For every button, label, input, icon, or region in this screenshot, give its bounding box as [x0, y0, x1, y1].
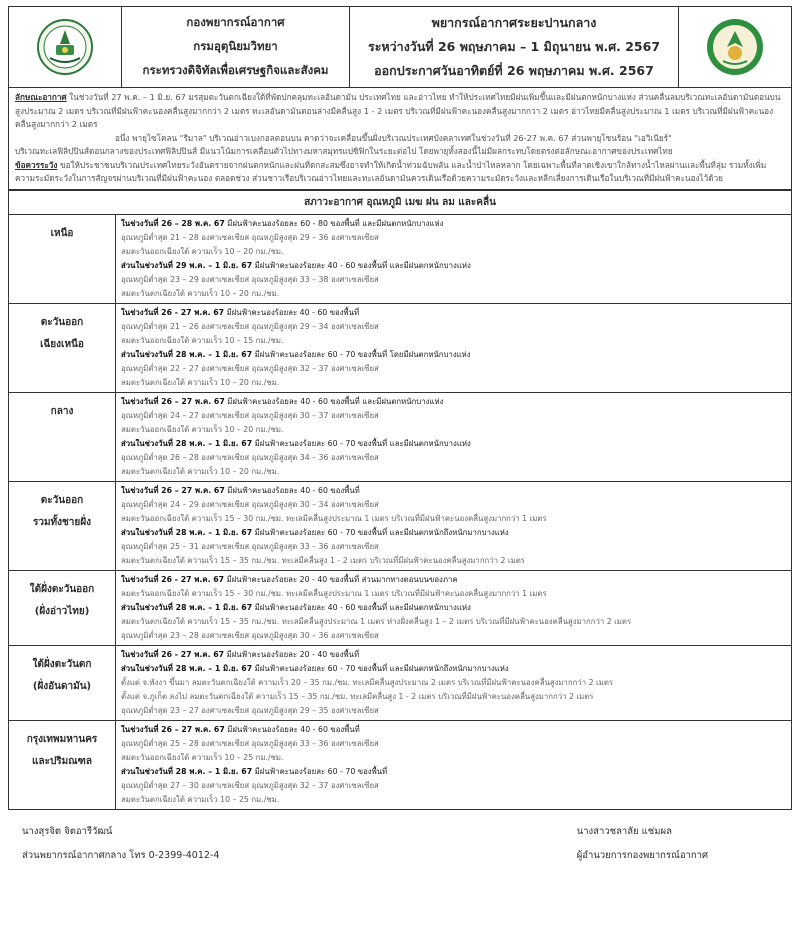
forecast-text: มีฝนฟ้าคะนองร้อยละ 40 - 60 ของพื้นที่: [224, 485, 360, 495]
forecast-period-label: ในช่วงวันที่ 26 – 27 พ.ค. 67: [121, 396, 225, 406]
region-name: [9, 392, 116, 481]
region-name: [9, 214, 116, 303]
forecast-period-label: ส่วนในช่วงวันที่ 28 พ.ค. – 1 มิ.ย. 67: [121, 602, 253, 612]
region-forecast: [116, 392, 792, 481]
forecast-document: [8, 6, 792, 868]
table-row: [9, 392, 792, 481]
intro-text-2: อนึ่ง พายุไซโคลน "รีมาล" บริเวณอ่าวเบงกอลตอนบน คาดว่าจะเคลื่อนขึ้นฝั่งบริเวณประเทศบังคลาเทศในช่วงวันที่ 26-27 พ.ค. 67 ส่วนพายุโซนร้อน "เอวิเนียร์": [115, 132, 672, 143]
forecast-line: [121, 779, 786, 793]
forecast-line: [121, 676, 786, 690]
forecast-text: อุณหภูมิต่ำสุด 27 – 30 องศาเซลเซียส อุณหภูมิสูงสุด 32 – 37 องศาเซลเซียส: [121, 780, 379, 790]
forecast-line: [121, 376, 786, 390]
signer-name: นางสาวชลาลัย แช่มผล: [576, 825, 672, 837]
forecast-line: [121, 629, 786, 643]
forecast-text: มีฝนฟ้าคะนองร้อยละ 60 - 70 ของพื้นที่ และมีฝนตกหนักบางแห่ง: [252, 438, 471, 448]
region-name-line-1: ตะวันออก: [40, 494, 84, 506]
forecast-line: [121, 409, 786, 423]
forecast-line: [121, 320, 786, 334]
forecast-text: อุณหภูมิต่ำสุด 25 – 31 องศาเซลเซียส อุณหภูมิสูงสุด 33 – 36 องศาเซลเซียส: [121, 541, 379, 551]
forecast-line: [121, 587, 786, 601]
forecast-line: [121, 362, 786, 376]
region-name-line-1: กรุงเทพมหานคร: [26, 733, 98, 745]
region-forecast: [116, 570, 792, 645]
forecast-text: ลมตะวันตกเฉียงใต้ ความเร็ว 15 – 35 กม./ชม. ทะเลมีคลื่นสูง 1 - 2 เมตร บริเวณที่มีฝนฟ้าคะนองคลื่นสูงมากกว่า 2 เมตร: [121, 555, 525, 565]
intro-text-1: ในช่วงวันที่ 27 พ.ค. – 1 มิ.ย. 67 มรสุมตะวันตกเฉียงใต้ที่พัดปกคลุมทะเลอันดามัน ประเทศไทย และอ่าวไทย ทำให้ประเทศไทยมีฝนเพิ่มขึ้นและมีฝนตกหนักบางแห่ง ส่วนคลื่นลมบริเวณทะเลอันดามันตอนบนสูงประมาณ 2 เมตร บริเวณที่มีฝนฟ้าคะนองคลื่นสูงมากกว่า 2 เมตร ทะเลอันดามันตอนล่างมีคลื่นสูง 1 - 2 เมตร บริเวณที่มีฝนฟ้าคะนองคลื่นสูงมากกว่า 2 เมตร อ่าวไทยมีคลื่นสูงประมาณ 1 เมตร บริเวณที่มีฝนฟ้าคะนองคลื่นสูงมากกว่า 2 เมตร: [15, 92, 781, 129]
forecast-line: [121, 217, 786, 231]
region-name-line-1: เหนือ: [50, 227, 74, 239]
forecast-text: ลมตะวันออกเฉียงใต้ ความเร็ว 10 – 20 กม./ชม.: [121, 246, 284, 256]
forecast-text: มีฝนฟ้าคะนองร้อยละ 40 - 60 ของพื้นที่ และมีฝนตกหนักบางแห่ง: [252, 602, 471, 612]
forecast-period-label: ในช่วงวันที่ 26 - 27 พ.ค. 67: [121, 307, 225, 317]
region-name: [9, 645, 116, 720]
forecast-period-label: ส่วนในช่วงวันที่ 28 พ.ค. – 1 มิ.ย. 67: [121, 349, 253, 359]
header: [8, 6, 792, 88]
forecast-line: [121, 601, 786, 615]
region-name: [9, 481, 116, 570]
region-name-line-2: (ฝั่งอ่าวไทย): [34, 605, 90, 617]
forecast-line: [121, 231, 786, 245]
forecast-table: [8, 190, 792, 810]
region-forecast: [116, 720, 792, 809]
forecast-text: อุณหภูมิต่ำสุด 25 – 28 องศาเซลเซียส อุณหภูมิสูงสุด 33 – 36 องศาเซลเซียส: [121, 738, 379, 748]
title-block: [350, 7, 678, 87]
intro-line-1: [15, 91, 785, 132]
region-name-line-1: ใต้ฝั่งตะวันออก: [29, 583, 95, 595]
forecast-text: อุณหภูมิต่ำสุด 23 – 29 องศาเซลเซียส อุณหภูมิสูงสุด 33 – 38 องศาเซลเซียส: [121, 274, 379, 284]
forecast-text: ตั้งแต่ จ.ภูเก็ต ลงไป ลมตะวันตกเฉียงใต้ ความเร็ว 15 – 35 กม./ชม. ทะเลมีคลื่นสูง 1 - 2 เมตร บริเวณที่มีฝนฟ้าคะนองคลื่นสูงมากกว่า 2 เมตร: [121, 691, 594, 701]
forecast-line: [121, 437, 786, 451]
forecast-text: มีฝนฟ้าคะนองร้อยละ 60 - 70 ของพื้นที่ และมีฝนตกหนักถึงหนักมากบางแห่ง: [252, 663, 509, 673]
forecast-period-label: ในช่วงวันที่ 26 – 28 พ.ค. 67: [121, 218, 225, 228]
forecast-text: ลมตะวันตกเฉียงใต้ ความเร็ว 10 – 20 กม./ชม.: [121, 288, 280, 298]
forecast-line: [121, 395, 786, 409]
forecast-text: ลมตะวันตกเฉียงใต้ ความเร็ว 10 – 20 กม./ชม.: [121, 466, 280, 476]
footer: [8, 810, 792, 868]
forecast-line: [121, 451, 786, 465]
table-row: [9, 481, 792, 570]
forecast-text: มีฝนฟ้าคะนองร้อยละ 40 - 60 ของพื้นที่ และมีฝนตกหนักบางแห่ง: [252, 260, 471, 270]
region-name-line-2: (ฝั่งอันดามัน): [32, 680, 92, 692]
region-name: [9, 720, 116, 809]
region-name-line-2: และปริมณฑล: [32, 755, 92, 767]
contact-info: ส่วนพยากรณ์อากาศกลาง โทร 0-2399-4012-4: [22, 849, 220, 861]
forecast-text: ลมตะวันออกเฉียงใต้ ความเร็ว 10 – 20 กม./ชม.: [121, 424, 284, 434]
forecast-line: [121, 526, 786, 540]
forecast-period-label: ในช่วงวันที่ 26 - 27 พ.ค. 67: [121, 574, 225, 584]
forecast-period-label: ส่วนในช่วงวันที่ 28 พ.ค. – 1 มิ.ย. 67: [121, 766, 253, 776]
forecast-text: ลมตะวันตกเฉียงใต้ ความเร็ว 10 – 20 กม./ชม.: [121, 377, 280, 387]
forecast-line: [121, 704, 786, 718]
forecast-text: มีฝนฟ้าคะนองร้อยละ 40 - 60 ของพื้นที่ และมีฝนตกหนักบางแห่ง: [224, 396, 444, 406]
region-name-line-2: รวมทั้งชายฝั่ง: [32, 516, 92, 528]
table-row: [9, 303, 792, 392]
forecast-text: มีฝนฟ้าคะนองร้อยละ 60 - 80 ของพื้นที่ และมีฝนตกหนักบางแห่ง: [224, 218, 444, 228]
forecast-line: [121, 465, 786, 479]
forecast-text: ลมตะวันตกเฉียงใต้ ความเร็ว 10 – 25 กม./ชม.: [121, 794, 280, 804]
intro-line-2: [15, 132, 785, 146]
forecast-text: อุณหภูมิต่ำสุด 23 – 27 องศาเซลเซียส อุณหภูมิสูงสุด 29 – 35 องศาเซลเซียส: [121, 705, 379, 715]
region-name: [9, 570, 116, 645]
tmd-emblem-icon: [36, 18, 94, 76]
forecast-line: [121, 348, 786, 362]
forecast-line: [121, 690, 786, 704]
forecast-text: มีฝนฟ้าคะนองร้อยละ 60 - 70 ของพื้นที่: [252, 766, 388, 776]
forecast-text: มีฝนฟ้าคะนองร้อยละ 40 - 60 ของพื้นที่: [224, 307, 360, 317]
region-forecast: [116, 214, 792, 303]
intro-line-3: [15, 145, 785, 159]
forecast-text: ลมตะวันออกเฉียงใต้ ความเร็ว 15 – 30 กม./ชม. ทะเลมีคลื่นสูงประมาณ 1 เมตร บริเวณที่มีฝนฟ้าคะนองคลื่นสูงมากกว่า 1 เมตร: [121, 588, 547, 598]
forecast-text: มีฝนฟ้าคะนองร้อยละ 60 - 70 ของพื้นที่ โดยมีฝนตกหนักบางแห่ง: [252, 349, 471, 359]
forecast-text: อุณหภูมิต่ำสุด 22 – 27 องศาเซลเซียส อุณหภูมิสูงสุด 32 – 37 องศาเซลเซียส: [121, 363, 379, 373]
tmd-logo-right: [678, 7, 791, 87]
forecast-text: อุณหภูมิต่ำสุด 21 – 28 องศาเซลเซียส อุณหภูมิสูงสุด 29 – 36 องศาเซลเซียส: [121, 232, 379, 242]
region-name-line-1: ตะวันออก: [40, 316, 84, 328]
forecast-text: อุณหภูมิต่ำสุด 24 – 27 องศาเซลเซียส อุณหภูมิสูงสุด 30 – 37 องศาเซลเซียส: [121, 410, 379, 420]
forecast-line: [121, 498, 786, 512]
forecast-text: ตั้งแต่ จ.พังงา ขึ้นมา ลมตะวันตกเฉียงใต้ ความเร็ว 20 – 35 กม./ชม. ทะเลมีคลื่นสูงประมาณ 2 เมตร บริเวณที่มีฝนฟ้าคะนองคลื่นสูงมากกว่า 2 เมตร: [121, 677, 614, 687]
forecast-text: มีฝนฟ้าคะนองร้อยละ 20 - 40 ของพื้นที่: [224, 649, 360, 659]
agency-block: [122, 7, 350, 87]
forecast-line: [121, 512, 786, 526]
tmd-seal-icon: [705, 17, 765, 77]
forecast-period-label: ในช่วงวันที่ 26 – 27 พ.ค. 67: [121, 485, 225, 495]
forecast-text: ลมตะวันออกเฉียงใต้ ความเร็ว 15 – 30 กม./ชม. ทะเลมีคลื่นสูงประมาณ 1 เมตร บริเวณที่มีฝนฟ้าคะนองคลื่นสูงมากกว่า 1 เมตร: [121, 513, 547, 523]
forecast-line: [121, 484, 786, 498]
forecast-line: [121, 287, 786, 301]
author-name: นางสุรจิต จิตอารีวัฒน์: [22, 825, 113, 837]
forecast-line: [121, 615, 786, 629]
forecast-period-label: ในช่วงวันที่ 26 - 27 พ.ค. 67: [121, 649, 225, 659]
forecast-line: [121, 573, 786, 587]
forecast-line: [121, 259, 786, 273]
forecast-line: [121, 765, 786, 779]
forecast-line: [121, 273, 786, 287]
table-header: สภาวะอากาศ อุณหภูมิ เมฆ ฝน ลม และคลื่น: [9, 190, 792, 214]
forecast-line: [121, 648, 786, 662]
tmd-logo-left: [9, 7, 122, 87]
forecast-line: [121, 540, 786, 554]
forecast-period-label: ส่วนในช่วงวันที่ 28 พ.ค. – 1 มิ.ย. 67: [121, 438, 253, 448]
table-row: [9, 214, 792, 303]
region-name-line-2: เฉียงเหนือ: [40, 338, 84, 350]
ministry-name: กระทรวงดิจิทัลเพื่อเศรษฐกิจและสังคม: [142, 63, 329, 77]
region-name: [9, 303, 116, 392]
forecast-text: ลมตะวันออกเฉียงใต้ ความเร็ว 10 – 25 กม./ชม.: [121, 752, 284, 762]
intro-section: [8, 88, 792, 190]
forecast-text: มีฝนฟ้าคะนองร้อยละ 20 - 40 ของพื้นที่ ส่วนมากทางตอนบนของภาค: [224, 574, 458, 584]
forecast-line: [121, 793, 786, 807]
table-row: [9, 720, 792, 809]
forecast-line: [121, 554, 786, 568]
intro-line-4: [15, 159, 785, 186]
forecast-text: อุณหภูมิต่ำสุด 24 – 29 องศาเซลเซียส อุณหภูมิสูงสุด 30 – 34 องศาเซลเซียส: [121, 499, 379, 509]
forecast-line: [121, 306, 786, 320]
intro-text-3: บริเวณทะเลฟิลิปปินส์ตอนกลางของประเทศฟิลิปปินส์ มีแนวโน้มการเคลื่อนตัวไปทางมหาสมุทรแปซิฟิกในระยะต่อไป โดยพายุทั้งสองนี้ไม่มีผลกระทบโดยตรงต่อลักษณะอากาศของประเทศไทย: [15, 146, 673, 156]
forecast-text: อุณหภูมิต่ำสุด 23 – 28 องศาเซลเซียส อุณหภูมิสูงสุด 30 – 36 องศาเซลเซียส: [121, 630, 379, 640]
forecast-line: [121, 662, 786, 676]
intro-text-4: ขอให้ประชาชนบริเวณประเทศไทยระวังอันตรายจากฝนตกหนักและฝนที่ตกสะสมซึ่งอาจทำให้เกิดน้ำท่วมฉับพลัน และน้ำป่าไหลหลาก โดยเฉพาะพื้นที่ลาดเชิงเขาใกล้ทางน้ำไหลผ่านและพื้นที่ลุ่ม รวมทั้งเพิ่มความระมัดระวังในการสัญจรผ่านบริเวณที่มีฝนฟ้าคะนอง ตลอดช่วง ส่วนชาวเรือบริเวณอ่าวไทยและทะเลอันดามันควรเดินเรือด้วยความระมัดระวังและหลีกเลี่ยงการเดินเรือในบริเวณที่มีฝนฟ้าคะนองไว้ด้วย: [15, 159, 767, 183]
forecast-period-label: ในช่วงวันที่ 26 – 27 พ.ค. 67: [121, 724, 225, 734]
region-forecast: [116, 303, 792, 392]
table-row: [9, 645, 792, 720]
forecast-text: ลมตะวันตกเฉียงใต้ ความเร็ว 15 – 35 กม./ชม. ทะเลมีคลื่นสูงประมาณ 1 เมตร ห่างฝั่งคลื่นสูง 1 – 2 เมตร บริเวณที่มีฝนฟ้าคะนองคลื่นสูงมากกว่า 2 เมตร: [121, 616, 632, 626]
agency-name: กรมอุตุนิยมวิทยา: [193, 39, 278, 53]
forecast-period-label: ส่วนในช่วงวันที่ 29 พ.ค. – 1 มิ.ย. 67: [121, 260, 253, 270]
forecast-period-label: ส่วนในช่วงวันที่ 28 พ.ค. – 1 มิ.ย. 67: [121, 663, 253, 673]
signer-title: ผู้อำนวยการกองพยากรณ์อากาศ: [576, 849, 708, 861]
table-row: [9, 570, 792, 645]
dept-name: กองพยากรณ์อากาศ: [186, 15, 285, 29]
region-name-line-1: กลาง: [50, 405, 74, 417]
intro-label: ลักษณะอากาศ: [15, 92, 67, 102]
region-name-line-1: ใต้ฝั่งตะวันตก: [32, 658, 92, 670]
doc-title: พยากรณ์อากาศระยะปานกลาง: [431, 15, 597, 30]
forecast-line: [121, 334, 786, 348]
forecast-period: ระหว่างวันที่ 26 พฤษภาคม – 1 มิถุนายน พ.ศ. 2567: [367, 39, 661, 54]
forecast-period-label: ส่วนในช่วงวันที่ 28 พ.ค. – 1 มิ.ย. 67: [121, 527, 253, 537]
forecast-line: [121, 737, 786, 751]
region-forecast: [116, 645, 792, 720]
forecast-line: [121, 751, 786, 765]
caution-label: ข้อควรระวัง: [15, 159, 58, 170]
forecast-line: [121, 423, 786, 437]
forecast-text: มีฝนฟ้าคะนองร้อยละ 40 - 60 ของพื้นที่: [224, 724, 360, 734]
issue-date: ออกประกาศวันอาทิตย์ที่ 26 พฤษภาคม พ.ศ. 2567: [374, 63, 654, 78]
forecast-text: อุณหภูมิต่ำสุด 26 – 28 องศาเซลเซียส อุณหภูมิสูงสุด 34 – 36 องศาเซลเซียส: [121, 452, 379, 462]
forecast-text: อุณหภูมิต่ำสุด 21 – 26 องศาเซลเซียส อุณหภูมิสูงสุด 29 – 34 องศาเซลเซียส: [121, 321, 379, 331]
forecast-line: [121, 723, 786, 737]
forecast-line: [121, 245, 786, 259]
forecast-text: มีฝนฟ้าคะนองร้อยละ 60 - 70 ของพื้นที่ และมีฝนตกหนักถึงหนักมากบางแห่ง: [252, 527, 509, 537]
forecast-text: ลมตะวันออกเฉียงใต้ ความเร็ว 10 – 15 กม./ชม.: [121, 335, 284, 345]
region-forecast: [116, 481, 792, 570]
